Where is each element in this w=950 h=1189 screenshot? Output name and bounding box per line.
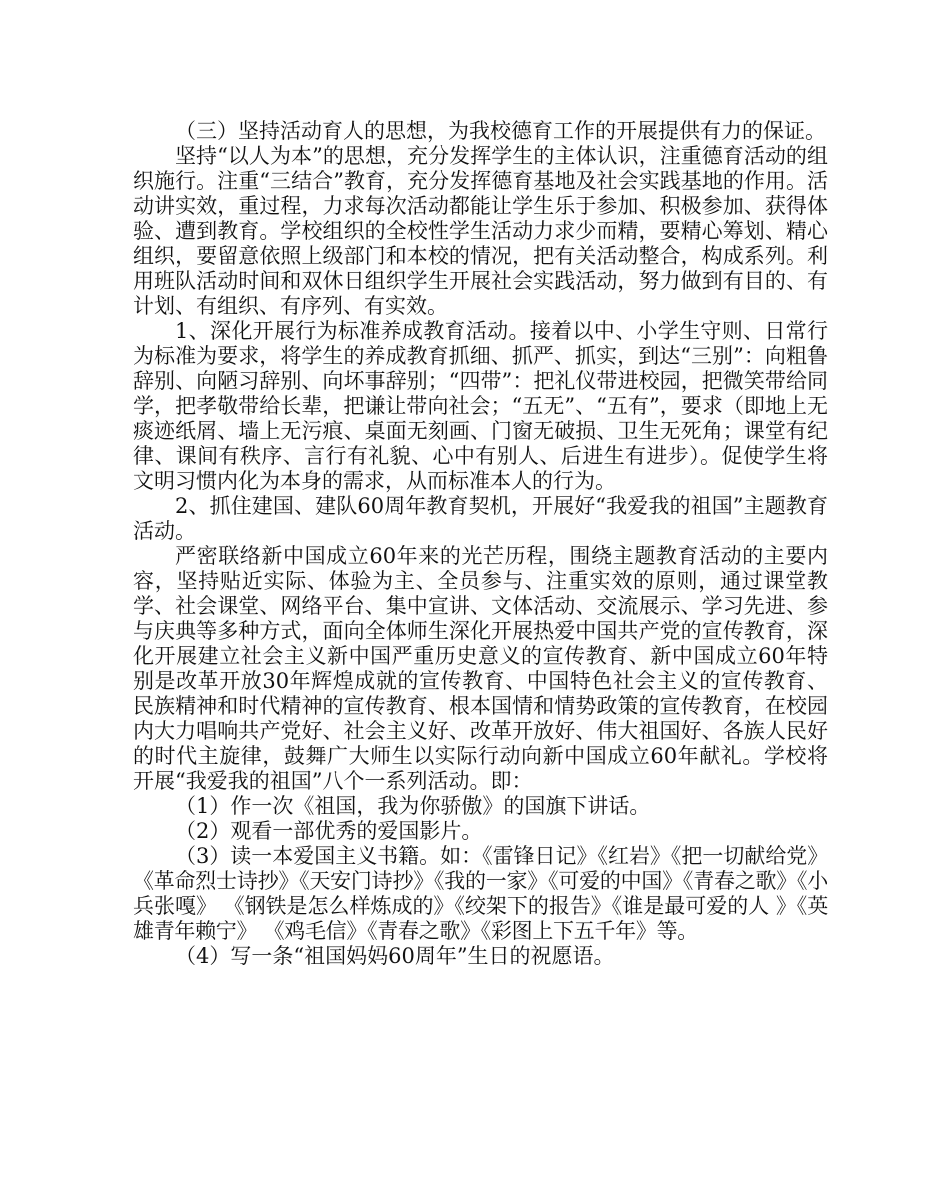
list-item: （1）作一次《祖国，我为你骄傲》的国旗下讲话。 (175, 794, 651, 818)
list-item: （3）读一本爱国主义书籍。如：《雷锋日记》《红岩》《把一切献给党》《革命烈士诗抄》《天安门诗抄》《我的一家》《可爱的中国》《青春之歌》《小兵张嘎》 《钢铁是怎么样炼成的》《绞架下的报告》《谁是最可爱的人 》《英雄青年赖宁》 《鸡毛信》《青春之歌》《彩图上下五千年》等。 (133, 844, 828, 943)
section-heading: （三）坚持活动育人的思想，为我校德育工作的开展提供有力的保证。 (175, 119, 826, 143)
body-paragraph: 坚持“以人为本”的思想，充分发挥学生的主体认识，注重德育活动的组织施行。注重“三结合”教育，充分发挥德育基地及社会实践基地的作用。活动讲实效，重过程，力求每次活动都能让学生乐于参加、积极参加、获得体验、遭到教育。学校组织的全校性学生活动力求少而精，要精心筹划、精心组织，要留意依照上级部门和本校的情况，把有关活动整合，构成系列。利用班队活动时间和双休日组织学生开展社会实践活动，努力做到有目的、有计划、有组织、有序列、有实效。 (133, 144, 828, 318)
list-item: （2）观看一部优秀的爱国影片。 (175, 819, 483, 843)
body-paragraph: 1、深化开展行为标准养成教育活动。接着以中、小学生守则、日常行为标准为要求，将学生的养成教育抓细、抓严、抓实，到达“三别”：向粗鲁辞别、向陋习辞别、向坏事辞别；“四带”：把礼仪带进校园，把微笑带给同学，把孝敬带给长辈，把谦让带向社会；“五无”、“五有”，要求（即地上无痰迹纸屑、墙上无污痕、桌面无刻画、门窗无破损、卫生无死角；课堂有纪律、课间有秩序、言行有礼貌、心中有别人、后进生有进步）。促使学生将文明习惯内化为本身的需求，从而标准本人的行为。 (133, 319, 828, 493)
body-paragraph: 严密联络新中国成立60年来的光芒历程，围绕主题教育活动的主要内容，坚持贴近实际、体验为主、全员参与、注重实效的原则，通过课堂教学、社会课堂、网络平台、集中宣讲、文体活动、交流展示、学习先进、参与庆典等多种方式，面向全体师生深化开展热爱中国共产党的宣传教育，深化开展建立社会主义新中国严重历史意义的宣传教育、新中国成立60年特别是改革开放30年辉煌成就的宣传教育、中国特色社会主义的宣传教育、民族精神和时代精神的宣传教育、根本国情和情势政策的宣传教育，在校园内大力唱响共产党好、社会主义好、改革开放好、伟大祖国好、各族人民好的时代主旋律，鼓舞广大师生以实际行动向新中国成立60年献礼。学校将开展“我爱我的祖国”八个一系列活动。即： (133, 544, 828, 793)
document-body (133, 119, 828, 969)
list-item: （4）写一条“祖国妈妈60周年”生日的祝愿语。 (175, 944, 615, 968)
body-paragraph: 2、抓住建国、建队60周年教育契机，开展好“我爱我的祖国”主题教育活动。 (133, 494, 828, 543)
